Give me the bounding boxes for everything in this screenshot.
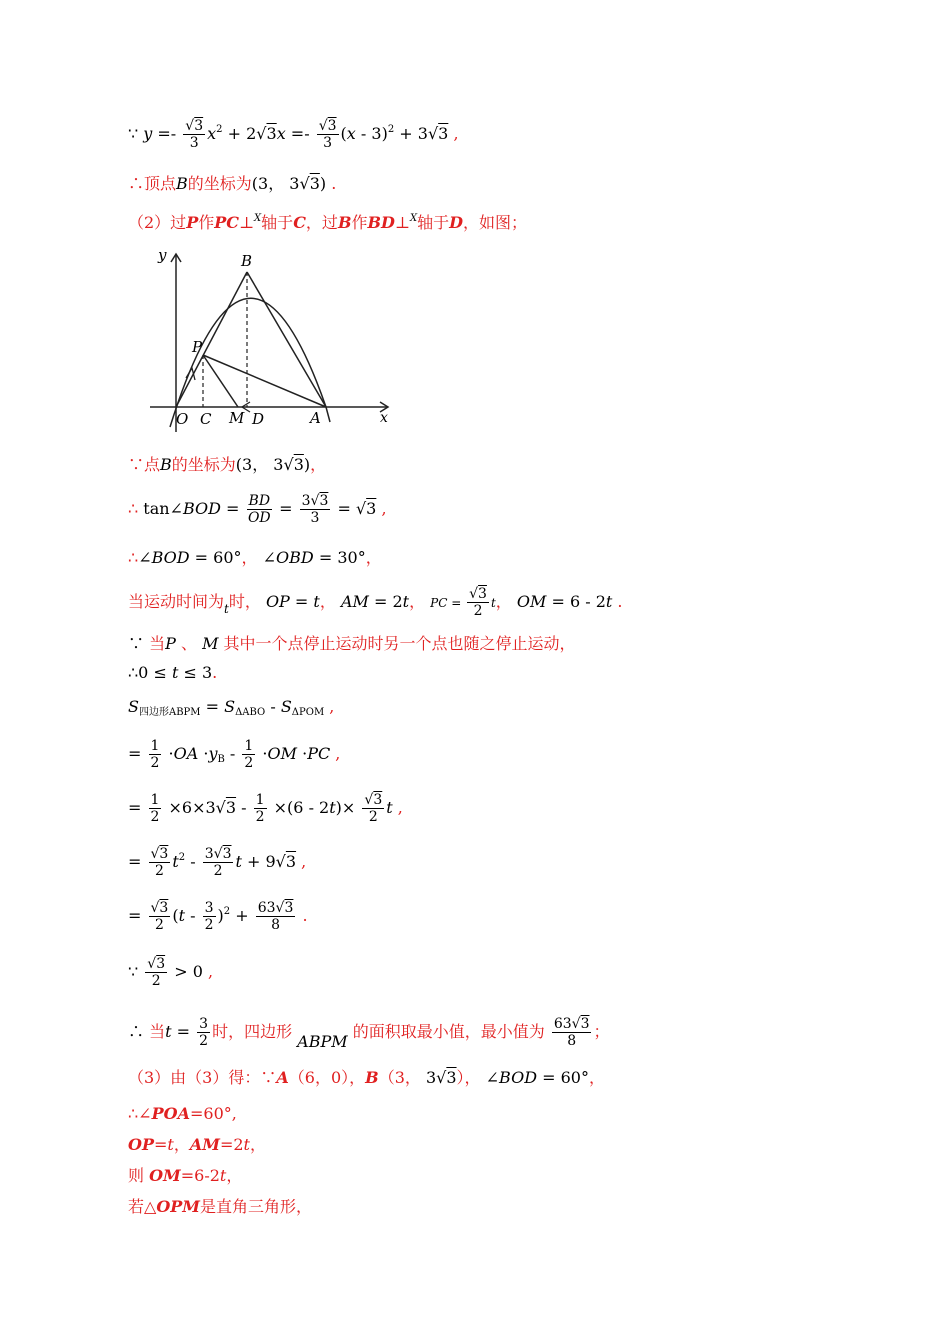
range-of-t: ∴0 ≤ t ≤ 3. (128, 663, 218, 682)
label-C: C (200, 410, 212, 428)
vertex-b-coordinates: ∴顶点B的坐标为(3， 3√3) . (128, 174, 337, 193)
stop-condition: ∵ 当P 、 M 其中一个点停止运动时另一个点也随之停止运动， (128, 634, 576, 653)
area-step-1: = $\frac{1}{2}$ $\cdot OA \cdot y_B$ - $\frac{1}{2}$ ·OM ·PC , (128, 738, 341, 771)
label-y: y (158, 246, 167, 264)
area-formula: $S_{四边形ABPM} = S_{\Delta ABO} - S_{\Delta POM}$ , (128, 697, 335, 718)
right-triangle-case: 若△OPM是直角三角形， (128, 1197, 313, 1216)
label-x: x (380, 410, 388, 426)
tan-bod: ∴ tan∠BOD = $\frac{BD}{OD}$ = $\frac{3√3}{3}$ = √3 , (128, 493, 387, 526)
point-b-coordinates: ∵点B的坐标为(3， 3√3)， (128, 455, 327, 474)
positive-coefficient: ∵ $\frac{√3}{2}$ > 0 , (128, 956, 214, 989)
minimum-area-conclusion: ∴ 当t = $\frac{3}{2}$ 时，四边形 ABPM 的面积取最小值，最小值为 $\frac{63√3}{8}$ ； (128, 1016, 610, 1051)
motion-expressions: 当运动时间为$_t$时， OP = t， AM = 2t， PC = $\frac{√3}{2}$ t， OM = 6 - 2t . (128, 586, 623, 619)
label-O: O (176, 410, 189, 428)
parabola-figure (140, 242, 400, 438)
segment-BA (247, 272, 326, 407)
label-D: D (252, 410, 265, 428)
area-step-4: = $\frac{√3}{2}$ (t - $\frac{3}{2}$ )$^2$ + $\frac{63√3}{8}$ . (128, 900, 308, 933)
angles-bod-obd: ∴∠BOD = 60°， ∠OBD = 30°， (128, 548, 382, 567)
segment-PA (203, 355, 326, 407)
op-am-values: OP=t，AM=2t， (128, 1135, 266, 1154)
equation-vertex-form: ∵ y =- $\frac{√3}{3}$ $x^2 + 2√3x$ =- $\frac{√3}{3}$ (x - 3)$^2$ + 3√3 , (128, 118, 459, 151)
label-M: M (229, 409, 245, 427)
label-B: B (241, 252, 253, 270)
label-A: A (310, 409, 321, 427)
om-value: 则 OM=6-2t， (128, 1166, 243, 1185)
segment-OB (176, 272, 247, 407)
angle-poa: ∴∠POA=60°, (128, 1104, 237, 1123)
label-P: P (192, 338, 203, 356)
area-step-3: = $\frac{√3}{2}$ $t^2$ - $\frac{3√3}{2}$ t + 9√3 , (128, 846, 307, 879)
part-2-heading: （2）过P作PC⊥$^X$轴于C，过B作BD⊥$^X$轴于D，如图； (128, 213, 527, 232)
area-step-2: = $\frac{1}{2}$ ×6×3√3 - $\frac{1}{2}$ ×(6 - 2t)× $\frac{√3}{2}$ t , (128, 792, 403, 825)
part-3-heading: （3）由（3）得：∵A（6，0），B（3， 3√3）， ∠BOD = 60°， (128, 1068, 605, 1087)
